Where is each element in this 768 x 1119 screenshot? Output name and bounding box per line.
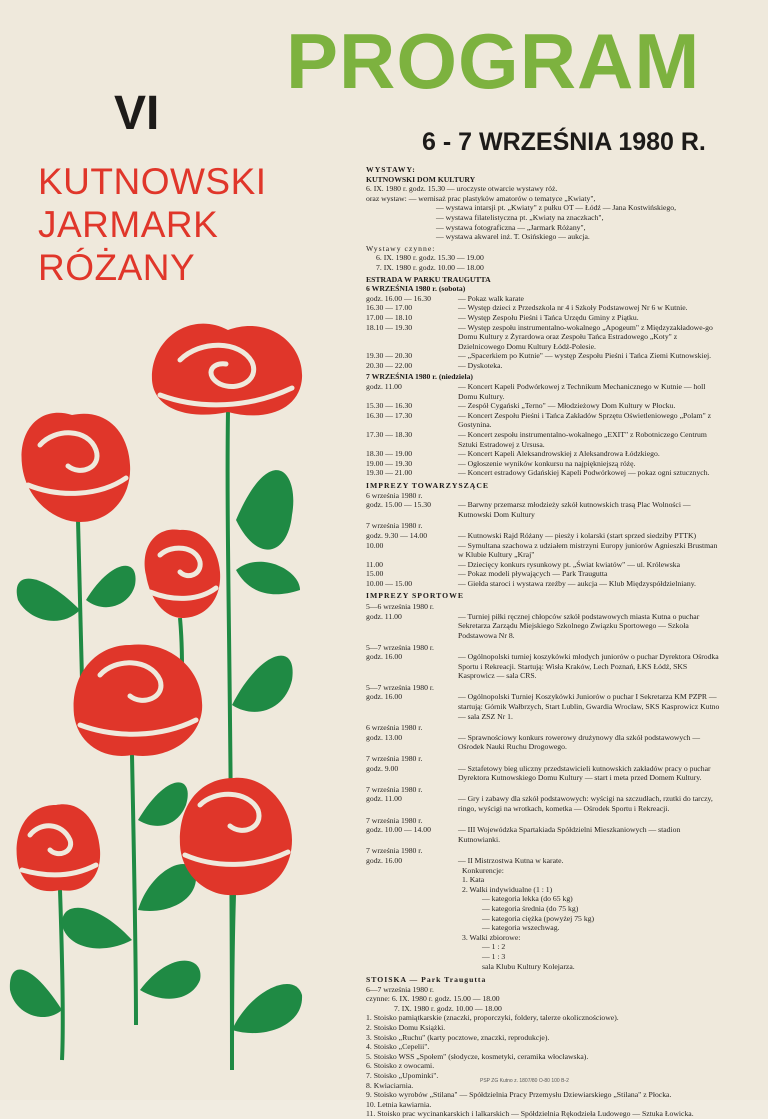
- schedule-list: [366, 500, 722, 519]
- leaf: [62, 908, 132, 949]
- rose-stem: [232, 895, 234, 1060]
- leaf: [236, 470, 293, 549]
- schedule-desc: — Dziecięcy konkurs rysunkowy pt. „Świat kwiatów" — ul. Królewska: [458, 559, 680, 569]
- text-line: oraz wystaw: — wernisaż prac plastyków amatorów o tematyce „Kwiaty",: [366, 193, 596, 203]
- schedule-time: 18.10 — 19.30: [366, 322, 413, 332]
- sport-desc: — Gry i zabawy dla szkół podstawowych: wyścigi na szczudłach, rzutki do tarczy, ringo, wyścigi na wrotkach, kometka — Ośrodek Sportu i Rekreacji.: [458, 794, 713, 813]
- karate-team: [462, 942, 722, 971]
- schedule-desc: — Kutnowski Rajd Różany — piesży i kolarski (start sprzed siedziby PTTK): [458, 530, 697, 540]
- section-heading: ESTRADA W PARKU TRAUGUTTA: [366, 274, 491, 284]
- sport-row: [366, 733, 722, 752]
- text-line: — kategoria średnia (do 75 kg): [482, 903, 579, 913]
- text-line: — 1 : 2: [482, 942, 506, 952]
- stands-list: [366, 1013, 722, 1119]
- stand-item: 11. Stoisko prac wycinankarskich i lalkarskich — Spółdzielnia Rękodzieła Ludowego — Sztuka Łowicka.: [366, 1109, 694, 1119]
- sport-desc: — III Wojewódzka Spartakiada Spółdzielni Mieszkaniowych — stadion Kutnowianki.: [458, 825, 681, 844]
- leaf: [236, 562, 300, 595]
- schedule-desc: — „Spacerkiem po Kutnie" — występ Zespołu Pieśni i Tańca Ziemi Kutnowskiej.: [458, 351, 712, 361]
- schedule-time: 20.30 — 22.00: [366, 360, 413, 370]
- schedule-list: [366, 382, 722, 478]
- text-line: sala Klubu Kultury Kolejarza.: [482, 961, 575, 971]
- schedule-row: [366, 430, 722, 449]
- schedule-time: godz. 9.30 — 14.00: [366, 530, 428, 540]
- section-heading: WYSTAWY:: [366, 165, 416, 174]
- title-line: RÓŻANY: [38, 247, 196, 288]
- sport-row: [366, 764, 722, 783]
- schedule-row: [366, 579, 722, 589]
- schedule-time: godz. 11.00: [366, 382, 402, 392]
- schedule-desc: — Pokaz walk karate: [458, 293, 524, 303]
- schedule-row: [366, 303, 722, 313]
- schedule-row: [366, 401, 722, 411]
- print-info: PSP ZG Kutno z. 1807/80 O-80 100 B-2: [480, 1078, 569, 1084]
- title-line: JARMARK: [38, 204, 219, 245]
- text-line: — wystawa intarsji pt. „Kwiaty" z pułku OT — Łódź — Jana Kostwińskiego,: [436, 203, 676, 213]
- sport-time: godz. 16.00: [366, 652, 403, 662]
- text-line: 7. IX. 1980 r. godz. 10.00 — 18.00: [376, 262, 484, 272]
- schedule-desc: — Koncert zespołu instrumentalno-wokalnego „EXIT" z Robotniczego Centrum Sztuki Estradowej z Ursusa.: [458, 430, 707, 449]
- schedule-desc: — Symultana szachowa z udziałem mistrzyni Europy juniorów Agnieszki Brustman w Klubie Kultury „Kraj": [458, 540, 718, 560]
- schedule-time: 17.00 — 18.10: [366, 312, 413, 322]
- section-heading: IMPREZY TOWARZYSZĄCE: [366, 481, 490, 490]
- title-line: KUTNOWSKI: [38, 161, 267, 202]
- schedule-desc: — Koncert estradowy Gdańskiej Kapeli Podwórkowej — pokaz ogni sztucznych.: [458, 468, 710, 478]
- schedule-desc: — Koncert Kapeli Podwórkowej z Technikum Mechanicznego w Kutnie — holl Domu Kultury.: [458, 382, 706, 401]
- sport-desc: — II Mistrzostwa Kutna w karate.: [458, 855, 564, 865]
- day-heading: 7 września 1980 r.: [366, 521, 423, 531]
- leaf: [10, 970, 62, 1018]
- schedule-time: 19.00 — 19.30: [366, 458, 413, 468]
- schedule-time: 10.00: [366, 540, 384, 550]
- schedule-time: 16.30 — 17.30: [366, 410, 413, 420]
- text-line: 6. IX. 1980 r. godz. 15.30 — uroczyste otwarcie wystawy róż.: [366, 184, 558, 194]
- leaf: [140, 961, 200, 999]
- text-line: — 1 : 3: [482, 951, 506, 961]
- venue: KUTNOWSKI DOM KULTURY: [366, 174, 476, 184]
- event-dates: 6 - 7 WRZEŚNIA 1980 R.: [422, 128, 706, 156]
- karate-details: [366, 866, 722, 972]
- rose-stem: [132, 755, 136, 1025]
- sport-date: 7 września 1980 r.: [366, 846, 423, 856]
- text-line: — kategoria wszechwag.: [482, 923, 560, 933]
- schedule-desc: — Giełda staroci i wystawa rzeźby — aukcja — Klub Międzyspółdzielniany.: [458, 578, 696, 588]
- text-line: — kategoria lekka (do 65 kg): [482, 894, 573, 904]
- schedule-row: [366, 351, 722, 361]
- text-line: czynne: 6. IX. 1980 r. godz. 15.00 — 18.00: [366, 994, 500, 1004]
- schedule-time: godz. 16.00 — 16.30: [366, 293, 431, 303]
- sport-row: [366, 856, 722, 866]
- schedule-desc: — Występ zespołu instrumentalno-wokalnego „Apogeum" z Międzyzakładowe-go Domu Kultury z Żyrardowa oraz Zespołu Tańca Estradowego „Koty" z Dzielnicowego Domu Kultury Łódź-Polesie.: [458, 322, 713, 351]
- schedule-time: 17.30 — 18.30: [366, 430, 413, 440]
- schedule-row: [366, 459, 722, 469]
- leaf: [86, 566, 136, 608]
- schedule-time: 15.30 — 16.30: [366, 401, 413, 411]
- sport-desc: — Ogólnopolski turniej koszykówki młodych juniorów o puchar Dyrektora Ośrodka Sportu i Rekreacji. Startują: Wisła Kraków, Lech Poznań, ŁKS Łódź, SKS Kasprowicz — sala CRS.: [458, 652, 719, 681]
- schedule-time: 15.00: [366, 569, 384, 579]
- sport-time: godz. 11.00: [366, 794, 402, 804]
- schedule-row: [366, 449, 722, 459]
- sport-time: godz. 13.00: [366, 732, 403, 742]
- text-line: — wystawa akwarel inż. T. Osińskiego — aukcja.: [436, 232, 590, 242]
- roses-illustration: [0, 300, 330, 1100]
- schedule-row: [366, 323, 722, 352]
- text-line: 7. IX. 1980 r. godz. 10.00 — 18.00: [394, 1003, 502, 1013]
- program-title: PROGRAM: [286, 17, 701, 105]
- sport-date: 7 września 1980 r.: [366, 754, 423, 764]
- sport-time: godz. 10.00 — 14.00: [366, 825, 431, 835]
- schedule-desc: — Ogłoszenie wyników konkursu na najpiękniejszą różę.: [458, 458, 636, 468]
- schedule-row: [366, 313, 722, 323]
- sport-desc: — Ogólnopolski Turniej Koszykówki Juniorów o puchar I Sekretarza KM PZPR — startują: Górnik Wałbrzych, Start Lublin, Gwardia Wrocław, SKS Kasprowicz Kutno — sala ZSZ Nr 1.: [458, 692, 720, 721]
- sport-desc: — Turniej piłki ręcznej chłopców szkół podstawowych miasta Kutna o puchar Sekretarza Zarządu Miejskiego Szkolnego Związku Sportowego — Szkoła Podstawowa Nr 8.: [458, 611, 700, 640]
- edition-number: VI: [114, 87, 160, 140]
- leaf: [138, 864, 196, 911]
- sport-row: [366, 612, 722, 641]
- section-heading: IMPREZY SPORTOWE: [366, 590, 464, 600]
- schedule-time: 10.00 — 15.00: [366, 578, 413, 588]
- leaf: [232, 984, 302, 1033]
- rose-bloom: [17, 804, 101, 891]
- sport-date: 7 września 1980 r.: [366, 784, 423, 794]
- text-line: — wystawa fotograficzna — „Jarmark Różany",: [436, 222, 586, 232]
- text-line: Konkurencje:: [462, 865, 504, 875]
- schedule-desc: — Zespół Cygański „Terno" — Młodzieżowy Dom Kultury w Płocku.: [458, 401, 676, 411]
- schedule-time: 11.00: [366, 559, 384, 569]
- schedule-time: 19.30 — 21.00: [366, 468, 413, 478]
- text-line: 6—7 września 1980 r.: [366, 984, 434, 994]
- schedule-row: [366, 569, 722, 579]
- schedule-row: [366, 468, 722, 478]
- stand-item: 6. Stoisko z owocami.: [366, 1061, 435, 1071]
- schedule-row: [366, 382, 722, 401]
- schedule-desc: — Występ dzieci z Przedszkola nr 4 i Szkoły Podstawowej Nr 6 w Kutnie.: [458, 303, 688, 313]
- sport-time: godz. 11.00: [366, 611, 402, 621]
- event-title: [38, 160, 267, 289]
- schedule-row: [366, 560, 722, 570]
- text-line: 6. IX. 1980 r. godz. 15.30 — 19.00: [376, 253, 484, 263]
- stand-item: 8. Kwiaciarnia.: [366, 1080, 414, 1090]
- sport-row: [366, 652, 722, 681]
- sport-date: 7 września 1980 r.: [366, 815, 423, 825]
- stand-item: 10. Letnia kawiarnia.: [366, 1099, 432, 1109]
- sport-date: 5—7 września 1980 r.: [366, 642, 434, 652]
- sport-date: 6 września 1980 r.: [366, 723, 423, 733]
- leaf: [232, 656, 293, 712]
- schedule-row: [366, 500, 722, 519]
- schedule-time: godz. 15.00 — 15.30: [366, 500, 431, 510]
- program-content: [366, 163, 722, 1119]
- schedule-desc: — Pokaz modeli pływających — Park Traugutta: [458, 569, 608, 579]
- stand-item: 2. Stoisko Domu Książki.: [366, 1023, 446, 1033]
- schedule-list: [366, 294, 722, 371]
- day-heading: 6 września 1980 r.: [366, 490, 423, 500]
- schedule-list: [366, 531, 722, 589]
- section-heading: STOISKA — Park Traugutta: [366, 975, 487, 985]
- schedule-row: [366, 361, 722, 371]
- rose-stem: [60, 890, 63, 1060]
- schedule-desc: — Dyskoteka.: [458, 360, 503, 370]
- karate-categories: [462, 894, 722, 932]
- text-line: — wystawa filatelistyczna pt. „Kwiaty na znaczkach",: [436, 212, 604, 222]
- stand-item: 9. Stoisko wyrobów „Stilana" — Spółdzielnia Pracy Przemysłu Dziewiarskiego „Stilana" z Płocka.: [366, 1090, 672, 1100]
- schedule-row: [366, 531, 722, 541]
- leaf: [138, 782, 188, 826]
- sport-row: [366, 692, 722, 721]
- stand-item: 5. Stoisko WSS „Społem" (słodycze, kosmetyki, ceramika włocławska).: [366, 1051, 589, 1061]
- schedule-desc: — Barwny przemarsz młodzieży szkół kutnowskich trasą Plac Wolności — Kutnowski Dom Kultury: [458, 500, 691, 519]
- stand-item: 3. Stoisko „Ruchu" (karty pocztowe, znaczki, reprodukcje).: [366, 1032, 550, 1042]
- sport-time: godz. 9.00: [366, 763, 399, 773]
- stand-item: 4. Stoisko „Cepelii".: [366, 1042, 430, 1052]
- sport-date: 5—6 września 1980 r.: [366, 602, 434, 612]
- text-line: — kategoria ciężka (powyżej 75 kg): [482, 913, 595, 923]
- rose-stem: [78, 520, 82, 680]
- text-line: 3. Walki zbiorowe:: [462, 932, 521, 942]
- stand-item: 1. Stoisko pamiątkarskie (znaczki, proporczyki, foldery, talerze okolicznościowe).: [366, 1013, 619, 1023]
- schedule-row: [366, 294, 722, 304]
- schedule-time: 18.30 — 19.00: [366, 449, 413, 459]
- schedule-time: 19.30 — 20.30: [366, 351, 413, 361]
- sport-time: godz. 16.00: [366, 692, 403, 702]
- schedule-row: [366, 411, 722, 430]
- sport-desc: — Sztafetowy bieg uliczny przedstawicieli kutnowskich zakładów pracy o puchar Dyrektora Kutnowskiego Domu Kultury — start i meta przed Domem Kultury.: [458, 763, 711, 783]
- schedule-desc: — Koncert Zespołu Pieśni i Tańca Zakładów Sprzętu Oświetleniowego „Polam" z Gostynina.: [458, 410, 712, 430]
- schedule-time: 16.30 — 17.00: [366, 303, 413, 313]
- sport-desc: — Sprawnościowy konkurs rowerowy drużynowy dla szkół podstawowych — Ośrodek Nauki Ruchu Drogowego.: [458, 732, 701, 752]
- stand-item: 7. Stoisko „Upominki".: [366, 1071, 439, 1081]
- text-line: 1. Kata: [462, 875, 485, 885]
- leaf: [17, 579, 80, 621]
- schedule-desc: — Koncert Kapeli Aleksandrowskiej z Aleksandrowa Łódzkiego.: [458, 449, 660, 459]
- sport-row: [366, 825, 722, 844]
- sport-date: 5—7 września 1980 r.: [366, 682, 434, 692]
- day-heading: 6 WRZEŚNIA 1980 r. (sobota): [366, 284, 466, 294]
- sport-row: [366, 794, 722, 813]
- text-line: 2. Walki indywidualne (1 : 1): [462, 884, 553, 894]
- subheading: Wystawy czynne:: [366, 243, 436, 253]
- day-heading: 7 WRZEŚNIA 1980 r. (niedziela): [366, 372, 473, 382]
- sport-list: [366, 602, 722, 865]
- schedule-row: [366, 541, 722, 560]
- schedule-desc: — Występ Zespołu Pieśni i Tańca Urzędu Gminy z Piątku.: [458, 312, 639, 322]
- sport-time: godz. 16.00: [366, 855, 403, 865]
